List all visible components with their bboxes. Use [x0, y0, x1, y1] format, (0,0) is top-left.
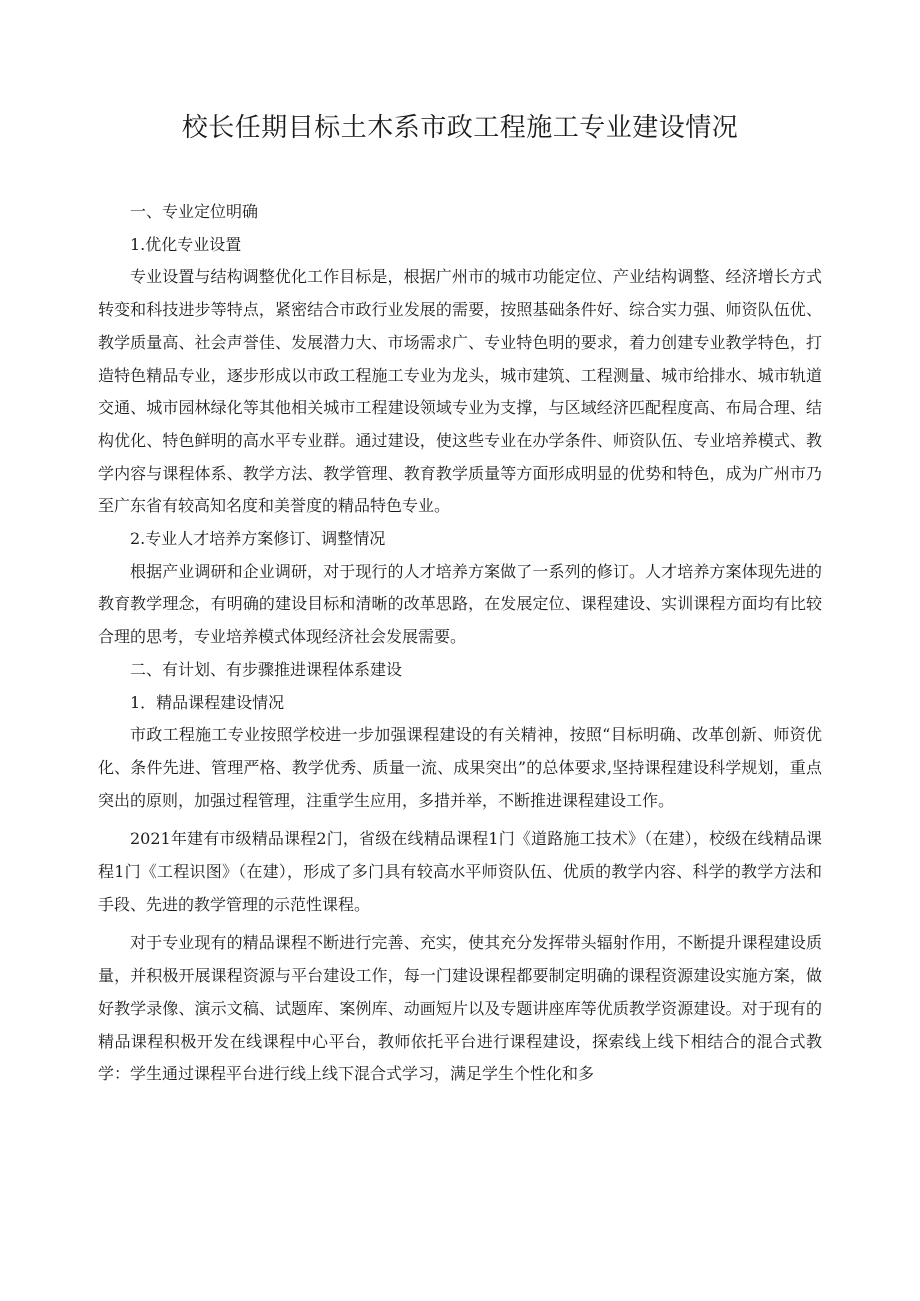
body-paragraph: 市政工程施工专业按照学校进一步加强课程建设的有关精神，按照“目标明确、改革创新、师资优化、条件先进、管理严格、教学优秀、质量一流、成果突出”的总体要求,坚持课程建设科学规划，重点突出的原则，加强过程管理，注重学生应用，多措并举，不断推进课程建设工作。 [98, 725, 822, 810]
body-paragraph: 对于专业现有的精品课程不断进行完善、充实，使其充分发挥带头辐射作用，不断提升课程建设质量，并积极开展课程资源与平台建设工作，每一门建设课程都要制定明确的课程资源建设实施方案，做好教学录像、演示文稿、试题库、案例库、动画短片以及专题讲座库等优质教学资源建设。对于现有的精品课程积极开发在线课程中心平台，教师依托平台进行课程建设，探索线上线下相结合的混合式教学：学生通过课程平台进行线上线下混合式学习，满足学生个性化和多 [98, 933, 822, 1084]
document-body [98, 196, 822, 1091]
section-heading-2: 二、有计划、有步骤推进课程体系建设 [130, 659, 403, 679]
subsection-heading-1-2: 2.专业人才培养方案修订、调整情况 [130, 529, 386, 549]
body-paragraph: 2021年建有市级精品课程2门，省级在线精品课程1门《道路施工技术》（在建），校级在线精品课程1门《工程识图》（在建），形成了多门具有较高水平师资队伍、优质的教学内容、科学的教学方法和手段、先进的教学管理的示范性课程。 [98, 829, 822, 914]
body-paragraph: 根据产业调研和企业调研，对于现行的人才培养方案做了一系列的修订。人才培养方案体现先进的教育教学理念，有明确的建设目标和清晰的改革思路，在发展定位、课程建设、实训课程方面均有比较合理的思考，专业培养模式体现经济社会发展需要。 [98, 561, 822, 647]
subsection-heading-2-1: 1．精品课程建设情况 [130, 692, 285, 712]
body-paragraph: 专业设置与结构调整优化工作目标是，根据广州市的城市功能定位、产业结构调整、经济增长方式转变和科技进步等特点，紧密结合市政行业发展的需要，按照基础条件好、综合实力强、师资队伍优、教学质量高、社会声誉佳、发展潜力大、市场需求广、专业特色明的要求，着力创建专业教学特色，打造特色精品专业，逐步形成以市政工程施工专业为龙头，城市建筑、工程测量、城市给排水、城市轨道交通、城市园林绿化等其他相关城市工程建设领域专业为支撑，与区域经济匹配程度高、布局合理、结构优化、特色鲜明的高水平专业群。通过建设，使这些专业在办学条件、师资队伍、专业培养模式、教学内容与课程体系、教学方法、教学管理、教育教学质量等方面形成明显的优势和特色，成为广州市乃至广东省有较高知名度和美誉度的精品特色专业。 [98, 267, 822, 516]
document-title: 校长任期目标土木系市政工程施工专业建设情况 [181, 113, 739, 143]
subsection-heading-1-1: 1.优化专业设置 [130, 234, 242, 254]
section-heading-1: 一、专业定位明确 [130, 202, 259, 221]
